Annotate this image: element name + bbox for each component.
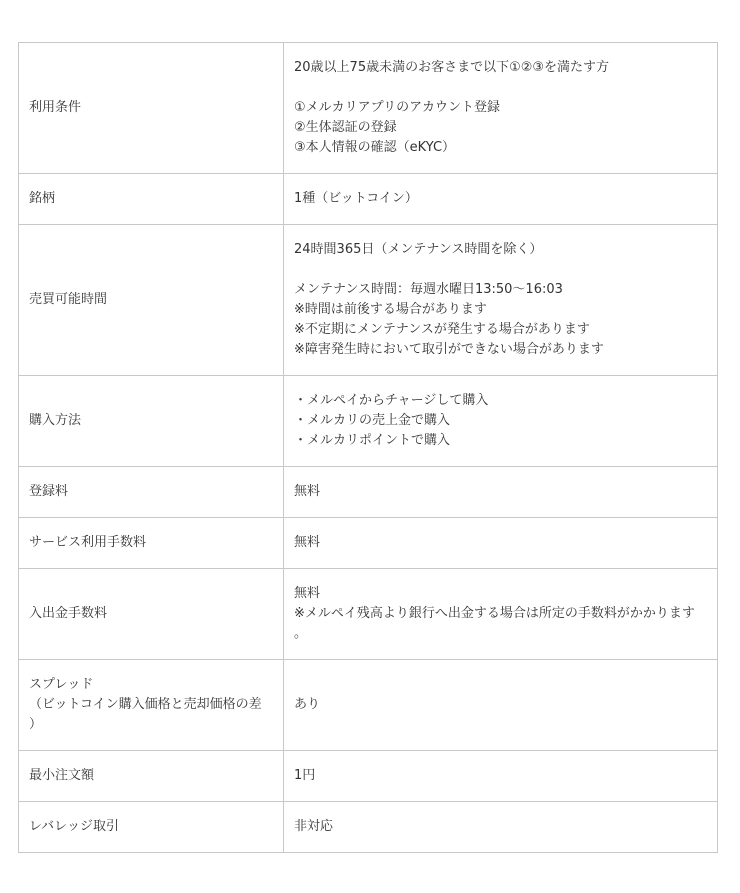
value-line: 無料 <box>294 535 321 550</box>
row-label <box>19 225 284 376</box>
label-line: サービス利用手数料 <box>29 535 147 550</box>
row-label <box>19 802 284 853</box>
row-label <box>19 751 284 802</box>
row-value <box>284 518 718 569</box>
row-label <box>19 660 284 751</box>
row-label <box>19 43 284 174</box>
row-label <box>19 174 284 225</box>
table-body <box>19 43 718 853</box>
value-line: ・メルカリポイントで購入 <box>294 433 451 448</box>
row-value <box>284 225 718 376</box>
label-line: レバレッジ取引 <box>29 819 119 834</box>
value-line: ※メルペイ残高より銀行へ出金する場合は所定の手数料がかかります <box>294 606 695 621</box>
service-info-table <box>18 42 718 853</box>
label-line: 売買可能時間 <box>29 292 108 307</box>
value-line: ②生体認証の登録 <box>294 120 397 135</box>
value-line: ※不定期にメンテナンスが発生する場合があります <box>294 322 590 337</box>
table-row <box>19 225 718 376</box>
value-line: メンテナンス時間：毎週水曜日13:50〜16:03 <box>294 282 563 297</box>
label-line: 利用条件 <box>29 100 82 115</box>
service-info-table-container <box>18 42 718 853</box>
label-line: 入出金手数料 <box>29 606 108 621</box>
label-line: ） <box>29 717 43 732</box>
row-value <box>284 751 718 802</box>
value-line: 1円 <box>294 768 316 783</box>
row-value <box>284 569 718 660</box>
label-line: 最小注文額 <box>29 768 95 783</box>
table-row <box>19 376 718 467</box>
row-value <box>284 174 718 225</box>
blank-line <box>294 260 707 280</box>
value-line: 非対応 <box>294 819 334 834</box>
label-line: 銘柄 <box>29 191 56 206</box>
label-line: （ビットコイン購入価格と売却価格の差 <box>29 697 262 712</box>
row-value <box>284 376 718 467</box>
value-line: あり <box>294 697 321 712</box>
table-row <box>19 660 718 751</box>
value-line: 1種（ビットコイン） <box>294 191 418 206</box>
table-row <box>19 518 718 569</box>
label-line: 登録料 <box>29 484 69 499</box>
table-row <box>19 174 718 225</box>
row-label <box>19 518 284 569</box>
row-value <box>284 43 718 174</box>
table-row <box>19 467 718 518</box>
label-line: スプレッド <box>29 677 94 692</box>
value-line: 無料 <box>294 586 321 601</box>
row-value <box>284 802 718 853</box>
value-line: 。 <box>294 626 308 641</box>
row-label <box>19 569 284 660</box>
value-line: ※障害発生時において取引ができない場合があります <box>294 342 604 357</box>
value-line: ③本人情報の確認（eKYC） <box>294 140 456 155</box>
value-line: ・メルカリの売上金で購入 <box>294 413 451 428</box>
value-line: ①メルカリアプリのアカウント登録 <box>294 100 501 115</box>
row-label <box>19 376 284 467</box>
value-line: ・メルペイからチャージして購入 <box>294 393 489 408</box>
value-line: ※時間は前後する場合があります <box>294 302 487 317</box>
value-line: 20歳以上75歳未満のお客さまで以下①②③を満たす方 <box>294 60 610 75</box>
table-row <box>19 43 718 174</box>
value-line: 無料 <box>294 484 321 499</box>
blank-line <box>294 78 707 98</box>
table-row <box>19 569 718 660</box>
row-value <box>284 467 718 518</box>
table-row <box>19 751 718 802</box>
table-row <box>19 802 718 853</box>
value-line: 24時間365日（メンテナンス時間を除く） <box>294 242 543 257</box>
label-line: 購入方法 <box>29 413 82 428</box>
row-label <box>19 467 284 518</box>
row-value <box>284 660 718 751</box>
